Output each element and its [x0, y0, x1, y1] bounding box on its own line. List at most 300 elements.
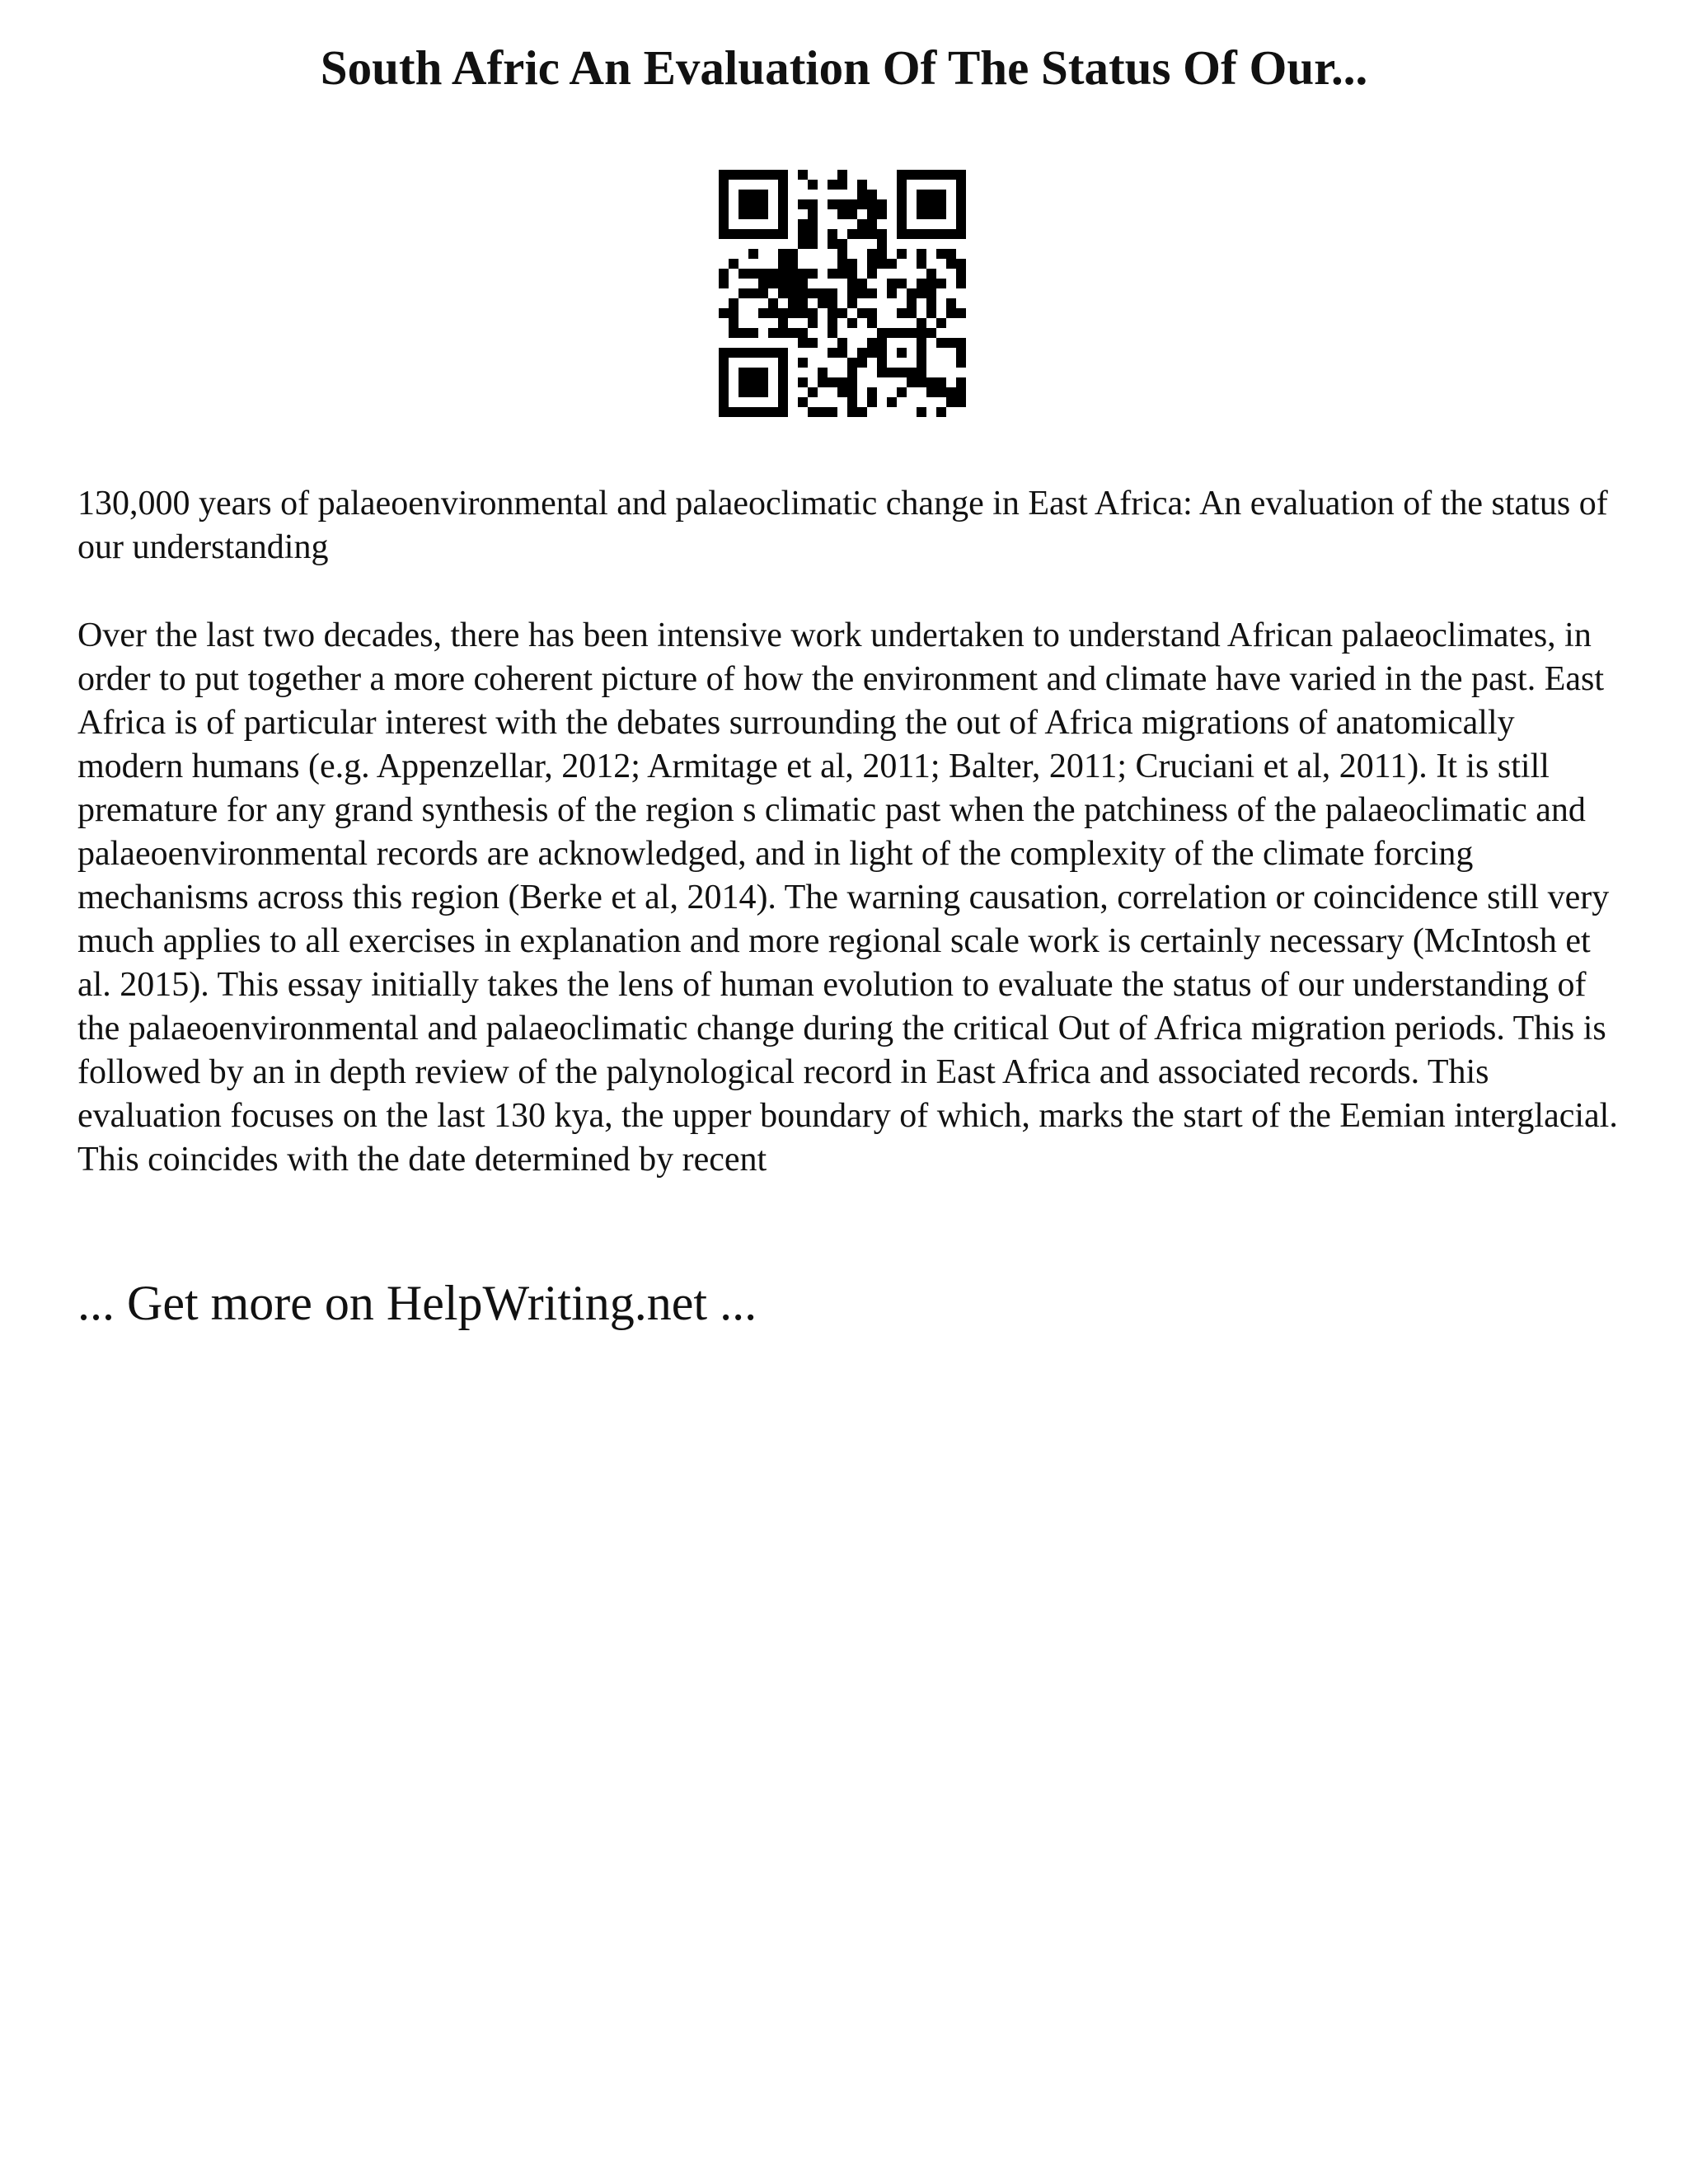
qr-module [946, 249, 956, 259]
qr-module [847, 407, 857, 417]
qr-module [778, 249, 788, 259]
qr-module [719, 377, 729, 387]
qr-module [837, 348, 847, 358]
qr-module [917, 229, 926, 239]
qr-module [926, 308, 936, 318]
qr-module [748, 387, 758, 397]
qr-module [907, 377, 917, 387]
qr-module [719, 269, 729, 279]
qr-module [758, 199, 768, 209]
qr-module [837, 259, 847, 269]
qr-module [897, 209, 907, 219]
qr-module [738, 170, 748, 180]
qr-module [936, 229, 946, 239]
qr-module [917, 209, 926, 219]
qr-module [857, 180, 867, 190]
qr-module [847, 279, 857, 288]
qr-module [917, 348, 926, 358]
qr-module [738, 377, 748, 387]
qr-module [768, 348, 778, 358]
qr-module [847, 229, 857, 239]
qr-module [897, 348, 907, 358]
qr-module [748, 368, 758, 377]
qr-module [719, 308, 729, 318]
qr-module [798, 298, 808, 308]
qr-module [768, 170, 778, 180]
qr-module [926, 377, 936, 387]
qr-module [926, 288, 936, 298]
qr-module [847, 377, 857, 387]
qr-module [867, 387, 877, 397]
qr-module [758, 407, 768, 417]
qr-module [758, 368, 768, 377]
qr-module [788, 249, 798, 259]
qr-module [887, 328, 897, 338]
get-more-link[interactable]: ... Get more on HelpWriting.net ... [77, 1276, 757, 1330]
qr-module [867, 249, 877, 259]
qr-module [877, 259, 887, 269]
qr-module [778, 229, 788, 239]
qr-module [818, 288, 828, 298]
qr-module [897, 170, 907, 180]
qr-module [847, 387, 857, 397]
qr-module [808, 308, 818, 318]
qr-module [867, 199, 877, 209]
qr-module [917, 377, 926, 387]
qr-module [788, 259, 798, 269]
qr-module [956, 338, 966, 348]
qr-module [778, 318, 788, 328]
qr-module [828, 377, 837, 387]
qr-module [897, 229, 907, 239]
qr-module [877, 199, 887, 209]
qr-module [778, 219, 788, 229]
qr-module [887, 259, 897, 269]
qr-module [729, 170, 738, 180]
qr-module [946, 170, 956, 180]
qr-module [778, 387, 788, 397]
qr-module [887, 397, 897, 407]
qr-module [917, 170, 926, 180]
qr-module [956, 170, 966, 180]
qr-module [778, 308, 788, 318]
qr-module [837, 377, 847, 387]
qr-module [808, 407, 818, 417]
qr-module [748, 249, 758, 259]
qr-module [808, 288, 818, 298]
qr-module [897, 328, 907, 338]
qr-module [917, 338, 926, 348]
qr-module [837, 269, 847, 279]
qr-module [719, 219, 729, 229]
qr-module [778, 190, 788, 199]
qr-module [917, 318, 926, 328]
qr-module [738, 387, 748, 397]
qr-module [956, 279, 966, 288]
qr-module [907, 328, 917, 338]
qr-module [956, 190, 966, 199]
qr-module [808, 338, 818, 348]
qr-module [867, 397, 877, 407]
qr-module [926, 170, 936, 180]
qr-module [867, 269, 877, 279]
qr-module [877, 249, 887, 259]
qr-module [897, 279, 907, 288]
qr-module [778, 397, 788, 407]
qr-module [936, 190, 946, 199]
qr-module [847, 298, 857, 308]
qr-module [926, 229, 936, 239]
qr-module [837, 239, 847, 249]
qr-module [926, 209, 936, 219]
qr-module [847, 199, 857, 209]
qr-code-icon [719, 170, 966, 417]
qr-module [907, 308, 917, 318]
qr-module [917, 328, 926, 338]
qr-module [748, 288, 758, 298]
qr-module [798, 239, 808, 249]
qr-module [798, 219, 808, 229]
qr-module [778, 368, 788, 377]
qr-module [936, 279, 946, 288]
qr-module [778, 328, 788, 338]
qr-module [936, 338, 946, 348]
qr-module [748, 229, 758, 239]
qr-module [837, 308, 847, 318]
qr-module [719, 368, 729, 377]
qr-module [956, 219, 966, 229]
qr-module [758, 229, 768, 239]
document-body: Over the last two decades, there has been intensive work undertaken to understand African palaeoclimates, in order to put together a more coherent picture of how the environment and climate have varied in the past. East Africa is of particular interest with the debates surrounding the out of Africa migrations of anatomically modern humans (e.g. Appenzellar, 2012; Armitage et al, 2011; Balter, 2011; Cruciani et al, 2011). It is still premature for any grand synthesis of the region s climatic past when the patchiness of the palaeoclimatic and palaeoenvironmental records are acknowledged, and in light of the complexity of the climate forcing mechanisms across this region (Berke et al, 2014). The warning causation, correlation or coincidence still very much applies to all exercises in explanation and more regional scale work is certainly necessary (McIntosh et al. 2015). This essay initially takes the lens of human evolution to evaluate the status of our understanding of the palaeoenvironmental and palaeoclimatic change during the critical Out of Africa migration periods. This is followed by an in depth review of the palynological record in East Africa and associated records. This evaluation focuses on the last 130 kya, the upper boundary of which, marks the start of the Eemian interglacial. This coincides with the date determined by recent [77, 616, 1618, 1179]
qr-module [926, 387, 936, 397]
qr-module [946, 338, 956, 348]
qr-module [956, 259, 966, 269]
qr-module [758, 190, 768, 199]
qr-module [738, 288, 748, 298]
qr-module [738, 348, 748, 358]
qr-module [788, 298, 798, 308]
qr-module [837, 387, 847, 397]
qr-module [798, 199, 808, 209]
qr-module [778, 348, 788, 358]
qr-module [738, 407, 748, 417]
qr-module [748, 170, 758, 180]
qr-module [778, 170, 788, 180]
qr-module [818, 407, 828, 417]
qr-module [738, 199, 748, 209]
qr-module [956, 358, 966, 368]
qr-module [926, 298, 936, 308]
qr-module [946, 229, 956, 239]
qr-module [837, 199, 847, 209]
qr-module [808, 180, 818, 190]
qr-module [818, 368, 828, 377]
qr-module [818, 377, 828, 387]
qr-module [719, 358, 729, 368]
qr-module [847, 269, 857, 279]
qr-module [758, 269, 768, 279]
qr-module [867, 338, 877, 348]
qr-module [897, 219, 907, 229]
qr-module [917, 190, 926, 199]
qr-module [768, 229, 778, 239]
qr-module [738, 190, 748, 199]
qr-module [808, 229, 818, 239]
qr-module [719, 199, 729, 209]
qr-module [956, 199, 966, 209]
qr-module [798, 279, 808, 288]
qr-module [719, 190, 729, 199]
qr-module [808, 219, 818, 229]
qr-module [867, 259, 877, 269]
qr-module [738, 368, 748, 377]
qr-module [946, 308, 956, 318]
qr-module [828, 328, 837, 338]
qr-module [877, 328, 887, 338]
qr-module [798, 377, 808, 387]
qr-module [946, 387, 956, 397]
qr-module [887, 279, 897, 288]
qr-module [857, 348, 867, 358]
qr-module [867, 229, 877, 239]
qr-module [847, 288, 857, 298]
qr-module [729, 308, 738, 318]
qr-module [847, 318, 857, 328]
qr-module [867, 209, 877, 219]
qr-module [748, 190, 758, 199]
qr-module [917, 368, 926, 377]
qr-module [828, 288, 837, 298]
qr-module [778, 288, 788, 298]
qr-module [907, 288, 917, 298]
qr-module [867, 190, 877, 199]
qr-module [788, 269, 798, 279]
qr-module [719, 397, 729, 407]
qr-module [907, 229, 917, 239]
qr-module [847, 368, 857, 377]
qr-module [758, 387, 768, 397]
qr-module [808, 318, 818, 328]
qr-module [808, 269, 818, 279]
qr-module [758, 279, 768, 288]
qr-module [946, 397, 956, 407]
qr-module [887, 368, 897, 377]
qr-module [936, 209, 946, 219]
qr-module [936, 407, 946, 417]
qr-module [719, 387, 729, 397]
qr-module [808, 209, 818, 219]
qr-module [926, 199, 936, 209]
qr-module [729, 229, 738, 239]
qr-module [837, 180, 847, 190]
qr-module [729, 259, 738, 269]
qr-module [758, 288, 768, 298]
qr-module [778, 199, 788, 209]
qr-module [778, 407, 788, 417]
qr-module [946, 298, 956, 308]
qr-module [926, 328, 936, 338]
page-title: South Afric An Evaluation Of The Status Of Our... [320, 40, 1368, 95]
qr-module [768, 328, 778, 338]
qr-module [798, 397, 808, 407]
qr-module [857, 279, 867, 288]
qr-module [798, 229, 808, 239]
qr-module [748, 348, 758, 358]
qr-module [936, 377, 946, 387]
qr-module [857, 199, 867, 209]
qr-module [867, 318, 877, 328]
qr-module [857, 229, 867, 239]
qr-module [828, 199, 837, 209]
qr-module [917, 259, 926, 269]
qr-module [798, 328, 808, 338]
qr-module [828, 180, 837, 190]
qr-module [847, 259, 857, 269]
qr-module [828, 407, 837, 417]
qr-module [917, 249, 926, 259]
qr-module [877, 338, 887, 348]
qr-module [897, 249, 907, 259]
qr-module [729, 318, 738, 328]
qr-module [867, 348, 877, 358]
qr-module [778, 279, 788, 288]
qr-module [808, 239, 818, 249]
qr-module [877, 239, 887, 249]
qr-module [729, 298, 738, 308]
qr-module [917, 199, 926, 209]
qr-module [926, 269, 936, 279]
qr-module [828, 318, 837, 328]
qr-module [828, 269, 837, 279]
qr-module [877, 358, 887, 368]
qr-module [907, 368, 917, 377]
qr-module [738, 328, 748, 338]
qr-module [867, 308, 877, 318]
qr-module [956, 377, 966, 387]
qr-module [768, 308, 778, 318]
qr-module [887, 288, 897, 298]
qr-module [808, 199, 818, 209]
qr-module [877, 348, 887, 358]
qr-module [719, 407, 729, 417]
qr-module [907, 298, 917, 308]
qr-module [719, 170, 729, 180]
qr-module [788, 288, 798, 298]
qr-module [936, 170, 946, 180]
document-subtitle: 130,000 years of palaeoenvironmental and palaeoclimatic change in East Africa: An evaluation of the status of our understanding [77, 485, 1608, 566]
qr-module [748, 328, 758, 338]
qr-module [719, 209, 729, 219]
qr-module [748, 209, 758, 219]
qr-module [758, 377, 768, 387]
qr-module [798, 358, 808, 368]
qr-module [719, 229, 729, 239]
qr-module [738, 209, 748, 219]
qr-module [828, 229, 837, 239]
qr-module [917, 288, 926, 298]
qr-module [847, 397, 857, 407]
qr-module [719, 180, 729, 190]
qr-module [768, 298, 778, 308]
qr-module [729, 348, 738, 358]
qr-module [837, 170, 847, 180]
qr-module [877, 368, 887, 377]
qr-module [748, 407, 758, 417]
qr-module [798, 269, 808, 279]
qr-module [778, 209, 788, 219]
qr-module [867, 219, 877, 229]
qr-module [818, 298, 828, 308]
qr-module [956, 387, 966, 397]
qr-module [798, 308, 808, 318]
qr-module [758, 170, 768, 180]
qr-module [897, 190, 907, 199]
qr-module [936, 387, 946, 397]
qr-module [956, 180, 966, 190]
qr-module [808, 387, 818, 397]
qr-module [778, 269, 788, 279]
qr-module [758, 209, 768, 219]
qr-module [897, 368, 907, 377]
qr-module [926, 190, 936, 199]
qr-module [837, 209, 847, 219]
qr-module [917, 358, 926, 368]
qr-module [729, 407, 738, 417]
qr-module [778, 180, 788, 190]
qr-module [897, 387, 907, 397]
qr-module [768, 279, 778, 288]
qr-module [936, 318, 946, 328]
qr-module [956, 209, 966, 219]
qr-module [748, 377, 758, 387]
qr-module [778, 358, 788, 368]
qr-module [828, 348, 837, 358]
qr-module [877, 209, 887, 219]
qr-module [897, 180, 907, 190]
qr-module [729, 328, 738, 338]
qr-module [768, 407, 778, 417]
qr-module [778, 259, 788, 269]
qr-module [936, 199, 946, 209]
qr-module [847, 358, 857, 368]
qr-module [857, 407, 867, 417]
qr-module [748, 199, 758, 209]
qr-module [956, 269, 966, 279]
qr-module [956, 229, 966, 239]
qr-module [798, 338, 808, 348]
qr-module [956, 348, 966, 358]
qr-module [877, 229, 887, 239]
qr-module [897, 308, 907, 318]
qr-module [936, 249, 946, 259]
qr-module [857, 190, 867, 199]
qr-module [738, 229, 748, 239]
qr-module [907, 170, 917, 180]
qr-module [857, 288, 867, 298]
qr-module [847, 209, 857, 219]
qr-module [828, 239, 837, 249]
qr-module [719, 279, 729, 288]
qr-module [837, 338, 847, 348]
qr-module [867, 288, 877, 298]
qr-module [917, 279, 926, 288]
qr-module [798, 170, 808, 180]
qr-module [778, 377, 788, 387]
qr-module [719, 348, 729, 358]
qr-module [788, 328, 798, 338]
qr-module [738, 269, 748, 279]
qr-module [946, 259, 956, 269]
